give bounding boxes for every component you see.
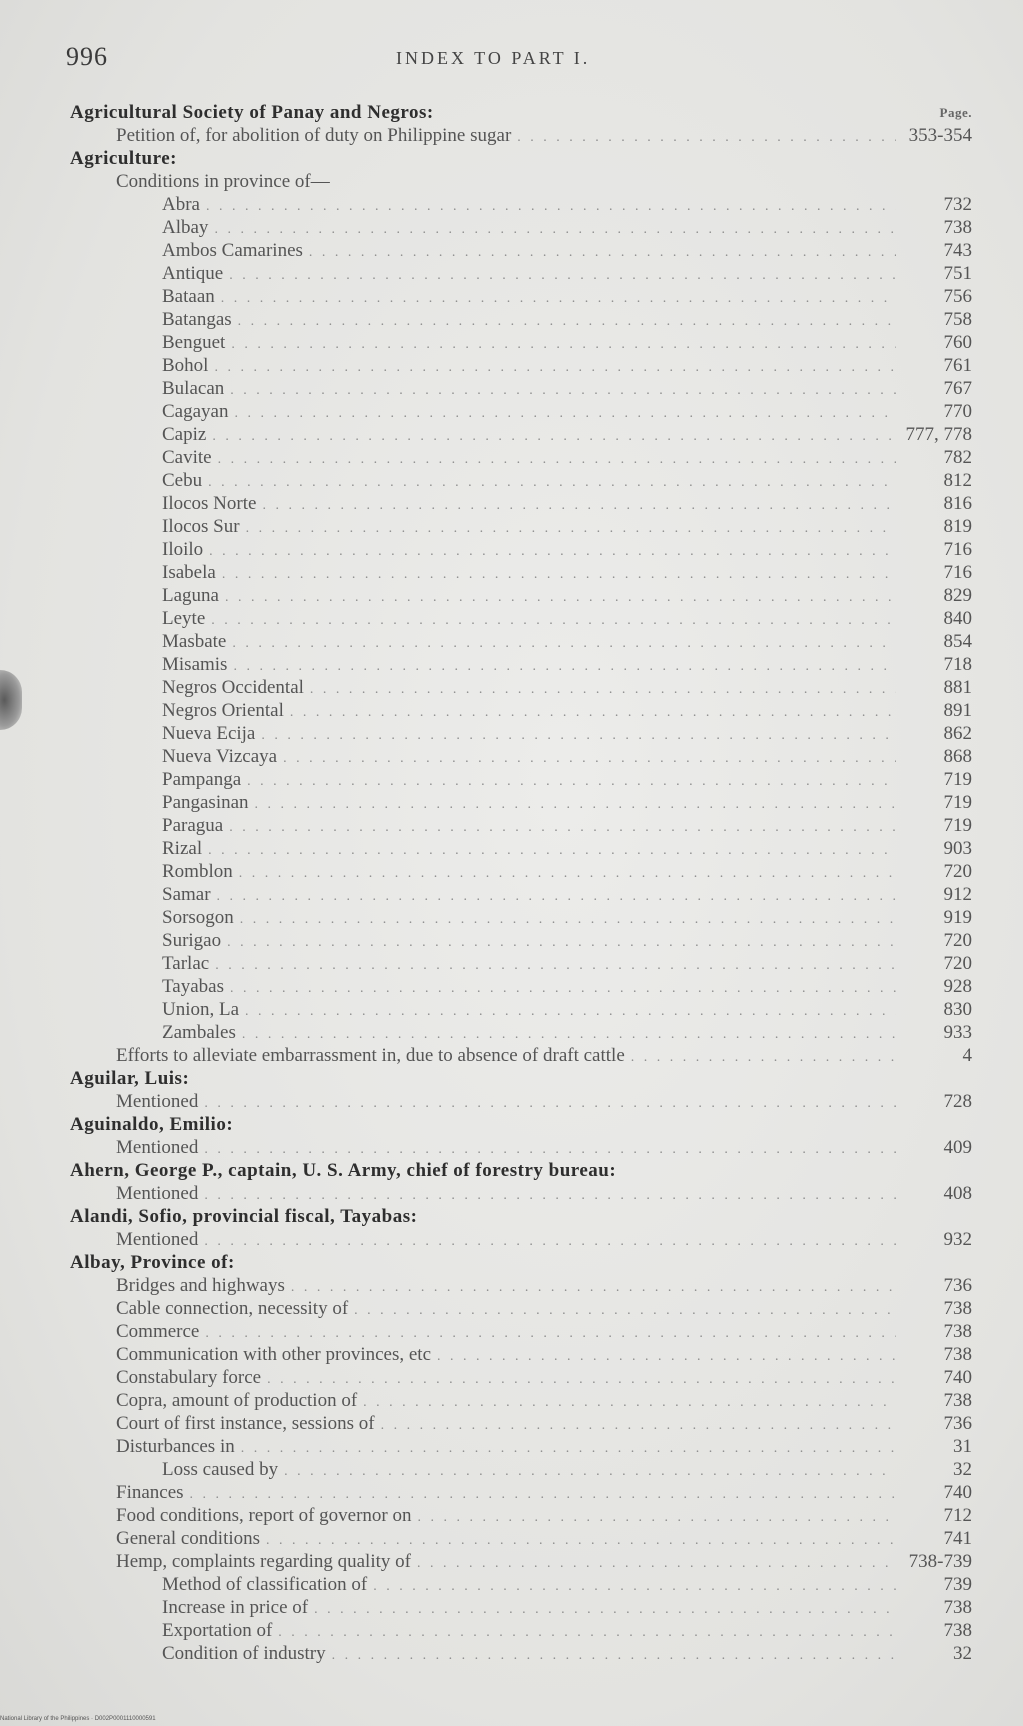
entry-text: Ilocos Norte xyxy=(162,493,257,514)
entry-page-number: 738 xyxy=(943,1620,972,1641)
entry-text: Copra, amount of production of xyxy=(116,1390,358,1411)
index-entry xyxy=(70,1642,972,1665)
entry-page-number: 881 xyxy=(943,677,972,698)
index-entry xyxy=(70,998,972,1021)
index-entry xyxy=(70,814,972,837)
dot-leader xyxy=(227,931,896,954)
dot-leader xyxy=(218,448,896,471)
entry-text: Constabulary force xyxy=(116,1367,262,1388)
entry-page-number: 719 xyxy=(943,769,972,790)
entry-page-number: 891 xyxy=(943,700,972,721)
entry-page-number: 903 xyxy=(943,838,972,859)
entry-page-number: 728 xyxy=(943,1091,972,1112)
entry-text: Communication with other provinces, etc xyxy=(116,1344,432,1365)
entry-text: General conditions xyxy=(116,1528,261,1549)
index-entry xyxy=(70,1297,972,1320)
entry-text: Tayabas xyxy=(162,976,224,997)
dot-leader xyxy=(204,1138,896,1161)
entry-page-number: 738 xyxy=(943,1321,972,1342)
entry-page-number: 830 xyxy=(943,999,972,1020)
dot-leader xyxy=(204,1092,896,1115)
dot-leader xyxy=(232,632,896,655)
dot-leader xyxy=(283,747,896,770)
entry-text: Rizal xyxy=(162,838,203,859)
entry-text: Mentioned xyxy=(116,1091,199,1112)
entry-text: Antique xyxy=(162,263,224,284)
entry-text: Albay, Province of: xyxy=(70,1252,235,1273)
page-number: 996 xyxy=(66,42,108,71)
entry-page-number: 819 xyxy=(943,516,972,537)
entry-page-number: 782 xyxy=(943,447,972,468)
index-entry xyxy=(70,377,972,400)
entry-page-number: 767 xyxy=(943,378,972,399)
entry-text: Mentioned xyxy=(116,1137,199,1158)
page-column-label: Page. xyxy=(939,105,972,120)
index-entry xyxy=(70,1458,972,1481)
dot-leader xyxy=(309,241,896,264)
dot-leader xyxy=(229,816,896,839)
index-entry xyxy=(70,1182,972,1205)
entry-text: Benguet xyxy=(162,332,226,353)
index-entry xyxy=(70,1412,972,1435)
dot-leader xyxy=(381,1414,896,1437)
index-entry xyxy=(70,1320,972,1343)
dot-leader xyxy=(231,333,896,356)
index-entry xyxy=(70,1527,972,1550)
dot-leader xyxy=(437,1345,896,1368)
entry-page-number: 712 xyxy=(943,1505,972,1526)
entry-page-number: 736 xyxy=(943,1275,972,1296)
dot-leader xyxy=(631,1046,896,1069)
entry-text: Sorsogon xyxy=(162,907,234,928)
index-entry xyxy=(70,239,972,262)
index-entry xyxy=(70,285,972,308)
entry-page-number: 777, 778 xyxy=(905,424,972,445)
index-entry xyxy=(70,630,972,653)
entry-text: Court of first instance, sessions of xyxy=(116,1413,375,1434)
dot-leader xyxy=(291,1276,896,1299)
index-entry xyxy=(70,1343,972,1366)
index-entry xyxy=(70,1274,972,1297)
index-entry xyxy=(70,538,972,561)
index-entry xyxy=(70,906,972,929)
entry-text: Cable connection, necessity of xyxy=(116,1298,349,1319)
entry-page-number: 720 xyxy=(943,953,972,974)
entry-text: Efforts to alleviate embarrassment in, due to absence of draft cattle xyxy=(116,1045,625,1066)
index-entry xyxy=(70,745,972,768)
entry-text: Ilocos Sur xyxy=(162,516,240,537)
index-entry xyxy=(70,1596,972,1619)
dot-leader xyxy=(239,862,896,885)
page-header xyxy=(66,42,966,72)
index-entry xyxy=(70,1550,972,1573)
entry-text: Petition of, for abolition of duty on Philippine sugar xyxy=(116,125,512,146)
dot-leader xyxy=(190,1483,896,1506)
dot-leader xyxy=(221,287,896,310)
dot-leader xyxy=(246,517,896,540)
entry-text: Bridges and highways xyxy=(116,1275,285,1296)
index-heading xyxy=(70,1159,972,1182)
entry-page-number: 862 xyxy=(943,723,972,744)
index-entry xyxy=(70,1090,972,1113)
entry-page-number: 741 xyxy=(943,1528,972,1549)
entry-text: Alandi, Sofio, provincial fiscal, Tayabas: xyxy=(70,1206,418,1227)
entry-text: Aguilar, Luis: xyxy=(70,1068,190,1089)
entry-text: Condition of industry xyxy=(162,1643,326,1664)
index-entry xyxy=(70,676,972,699)
entry-text: Surigao xyxy=(162,930,222,951)
entry-text: Agricultural Society of Panay and Negros: xyxy=(70,102,434,123)
entry-page-number: 719 xyxy=(943,815,972,836)
index-entry xyxy=(70,446,972,469)
entry-page-number: 751 xyxy=(943,263,972,284)
index-heading xyxy=(70,1205,972,1228)
entry-text: Tarlac xyxy=(162,953,210,974)
index-entry xyxy=(70,492,972,515)
running-title: INDEX TO PART I. xyxy=(396,48,591,68)
index-entry xyxy=(70,607,972,630)
entry-page-number: 854 xyxy=(943,631,972,652)
index-entry xyxy=(70,308,972,331)
index-entry xyxy=(70,216,972,239)
dot-leader xyxy=(310,678,896,701)
dot-leader xyxy=(233,655,896,678)
dot-leader xyxy=(284,1460,896,1483)
entry-page-number: 738 xyxy=(943,1344,972,1365)
entry-text: Iloilo xyxy=(162,539,204,560)
dot-leader xyxy=(255,793,896,816)
index-list xyxy=(70,101,972,1665)
entry-page-number: 738 xyxy=(943,1390,972,1411)
index-entry xyxy=(70,1044,972,1067)
entry-text: Abra xyxy=(162,194,200,215)
entry-page-number: 770 xyxy=(943,401,972,422)
entry-page-number: 812 xyxy=(943,470,972,491)
entry-text: Commerce xyxy=(116,1321,200,1342)
dot-leader xyxy=(373,1575,896,1598)
entry-text: Samar xyxy=(162,884,211,905)
entry-text: Negros Oriental xyxy=(162,700,284,721)
entry-page-number: 738-739 xyxy=(908,1551,972,1572)
thumb-smudge xyxy=(0,670,22,730)
index-entry xyxy=(70,584,972,607)
entry-text: Disturbances in xyxy=(116,1436,235,1457)
dot-leader xyxy=(278,1621,896,1644)
dot-leader xyxy=(217,885,896,908)
index-entry xyxy=(70,952,972,975)
index-heading xyxy=(70,1067,972,1090)
entry-text: Bulacan xyxy=(162,378,225,399)
dot-leader xyxy=(417,1552,896,1575)
dot-leader xyxy=(222,563,896,586)
dot-leader xyxy=(266,1529,896,1552)
index-entry xyxy=(70,768,972,791)
entry-text: Bohol xyxy=(162,355,209,376)
dot-leader xyxy=(314,1598,896,1621)
dot-leader xyxy=(240,908,896,931)
entry-text: Ambos Camarines xyxy=(162,240,303,261)
entry-page-number: 756 xyxy=(943,286,972,307)
footer-credit: National Library of the Philippines · D002P0001110000591 xyxy=(0,1716,156,1722)
index-entry xyxy=(70,193,972,216)
dot-leader xyxy=(262,494,896,517)
entry-text: Bataan xyxy=(162,286,215,307)
dot-leader xyxy=(230,977,896,1000)
entry-page-number: 32 xyxy=(953,1459,972,1480)
entry-page-number: 740 xyxy=(943,1482,972,1503)
entry-text: Isabela xyxy=(162,562,216,583)
dot-leader xyxy=(229,264,896,287)
entry-text: Aguinaldo, Emilio: xyxy=(70,1114,234,1135)
dot-leader xyxy=(238,310,896,333)
entry-page-number: 761 xyxy=(943,355,972,376)
entry-page-number: 760 xyxy=(943,332,972,353)
entry-text: Food conditions, report of governor on xyxy=(116,1505,412,1526)
entry-page-number: 736 xyxy=(943,1413,972,1434)
entry-page-number: 743 xyxy=(943,240,972,261)
index-entry xyxy=(70,262,972,285)
index-entry xyxy=(70,699,972,722)
dot-leader xyxy=(230,379,896,402)
entry-page-number: 740 xyxy=(943,1367,972,1388)
index-heading xyxy=(70,147,972,170)
index-entry xyxy=(70,860,972,883)
dot-leader xyxy=(215,954,896,977)
entry-page-number: 816 xyxy=(943,493,972,514)
index-entry xyxy=(70,331,972,354)
entry-text: Cagayan xyxy=(162,401,229,422)
index-entry xyxy=(70,1573,972,1596)
dot-leader xyxy=(212,425,896,448)
index-entry xyxy=(70,653,972,676)
entry-page-number: 840 xyxy=(943,608,972,629)
entry-page-number: 919 xyxy=(943,907,972,928)
entry-page-number: 738 xyxy=(943,1298,972,1319)
index-entry xyxy=(70,975,972,998)
entry-page-number: 912 xyxy=(943,884,972,905)
index-entry xyxy=(70,837,972,860)
entry-text: Increase in price of xyxy=(162,1597,309,1618)
entry-text: Method of classification of xyxy=(162,1574,368,1595)
entry-page-number: 719 xyxy=(943,792,972,813)
dot-leader xyxy=(241,1437,896,1460)
index-entry xyxy=(70,423,972,446)
dot-leader xyxy=(214,218,896,241)
index-heading xyxy=(70,101,972,124)
entry-text: Finances xyxy=(116,1482,184,1503)
entry-text: Albay xyxy=(162,217,209,238)
entry-page-number: 868 xyxy=(943,746,972,767)
index-heading xyxy=(70,1113,972,1136)
entry-page-number: 758 xyxy=(943,309,972,330)
dot-leader xyxy=(205,1322,896,1345)
entry-page-number: 408 xyxy=(943,1183,972,1204)
entry-page-number: 31 xyxy=(953,1436,972,1457)
entry-page-number: 716 xyxy=(943,562,972,583)
dot-leader xyxy=(225,586,896,609)
entry-page-number: 720 xyxy=(943,861,972,882)
index-entry xyxy=(70,469,972,492)
index-entry xyxy=(70,791,972,814)
entry-text: Nueva Ecija xyxy=(162,723,256,744)
dot-leader xyxy=(208,839,896,862)
dot-leader xyxy=(261,724,896,747)
entry-page-number: 32 xyxy=(953,1643,972,1664)
index-entry xyxy=(70,1228,972,1251)
dot-leader xyxy=(209,540,896,563)
entry-text: Zambales xyxy=(162,1022,236,1043)
index-entry xyxy=(70,1136,972,1159)
dot-leader xyxy=(247,770,896,793)
entry-text: Union, La xyxy=(162,999,240,1020)
index-entry xyxy=(70,515,972,538)
dot-leader xyxy=(214,356,896,379)
entry-text: Negros Occidental xyxy=(162,677,304,698)
dot-leader xyxy=(208,471,896,494)
index-heading xyxy=(70,1251,972,1274)
index-entry xyxy=(70,1504,972,1527)
entry-text: Exportation of xyxy=(162,1620,273,1641)
index-entry xyxy=(70,124,972,147)
entry-text: Laguna xyxy=(162,585,219,606)
entry-text: Loss caused by xyxy=(162,1459,279,1480)
entry-text: Batangas xyxy=(162,309,232,330)
entry-text: Leyte xyxy=(162,608,206,629)
dot-leader xyxy=(242,1023,896,1046)
dot-leader xyxy=(206,195,896,218)
entry-text: Paragua xyxy=(162,815,224,836)
entry-text: Nueva Vizcaya xyxy=(162,746,278,767)
index-entry xyxy=(70,1389,972,1412)
dot-leader xyxy=(517,126,896,149)
entry-text: Mentioned xyxy=(116,1229,199,1250)
entry-page-number: 932 xyxy=(943,1229,972,1250)
dot-leader xyxy=(245,1000,896,1023)
entry-text: Hemp, complaints regarding quality of xyxy=(116,1551,411,1572)
dot-leader xyxy=(332,1644,896,1667)
entry-text: Misamis xyxy=(162,654,228,675)
entry-page-number: 716 xyxy=(943,539,972,560)
entry-page-number: 353-354 xyxy=(908,125,972,146)
entry-page-number: 409 xyxy=(943,1137,972,1158)
index-entry xyxy=(70,1021,972,1044)
index-entry xyxy=(70,400,972,423)
index-entry xyxy=(70,561,972,584)
entry-text: Agriculture: xyxy=(70,148,177,169)
dot-leader xyxy=(418,1506,896,1529)
dot-leader xyxy=(211,609,896,632)
entry-text: Cebu xyxy=(162,470,203,491)
entry-text: Conditions in province of— xyxy=(116,171,330,192)
index-entry xyxy=(70,1481,972,1504)
entry-text: Pangasinan xyxy=(162,792,249,813)
index-entry xyxy=(70,883,972,906)
index-entry xyxy=(70,929,972,952)
entry-text: Pampanga xyxy=(162,769,242,790)
dot-leader xyxy=(354,1299,896,1322)
entry-page-number: 732 xyxy=(943,194,972,215)
entry-text: Ahern, George P., captain, U. S. Army, chief of forestry bureau: xyxy=(70,1160,617,1181)
dot-leader xyxy=(204,1184,896,1207)
entry-page-number: 829 xyxy=(943,585,972,606)
index-entry xyxy=(70,1435,972,1458)
entry-page-number: 738 xyxy=(943,217,972,238)
entry-page-number: 720 xyxy=(943,930,972,951)
entry-page-number: 4 xyxy=(962,1045,972,1066)
dot-leader xyxy=(204,1230,896,1253)
entry-text: Mentioned xyxy=(116,1183,199,1204)
index-entry xyxy=(70,722,972,745)
dot-leader xyxy=(290,701,896,724)
entry-page-number: 933 xyxy=(943,1022,972,1043)
index-entry xyxy=(70,1366,972,1389)
entry-text: Cavite xyxy=(162,447,212,468)
dot-leader xyxy=(363,1391,896,1414)
dot-leader xyxy=(234,402,896,425)
entry-page-number: 739 xyxy=(943,1574,972,1595)
entry-page-number: 928 xyxy=(943,976,972,997)
entry-text: Romblon xyxy=(162,861,233,882)
index-entry xyxy=(70,1619,972,1642)
index-entry xyxy=(70,354,972,377)
entry-text: Masbate xyxy=(162,631,227,652)
index-entry xyxy=(70,170,972,193)
entry-page-number: 718 xyxy=(943,654,972,675)
entry-text: Capiz xyxy=(162,424,207,445)
dot-leader xyxy=(267,1368,896,1391)
entry-page-number: 738 xyxy=(943,1597,972,1618)
